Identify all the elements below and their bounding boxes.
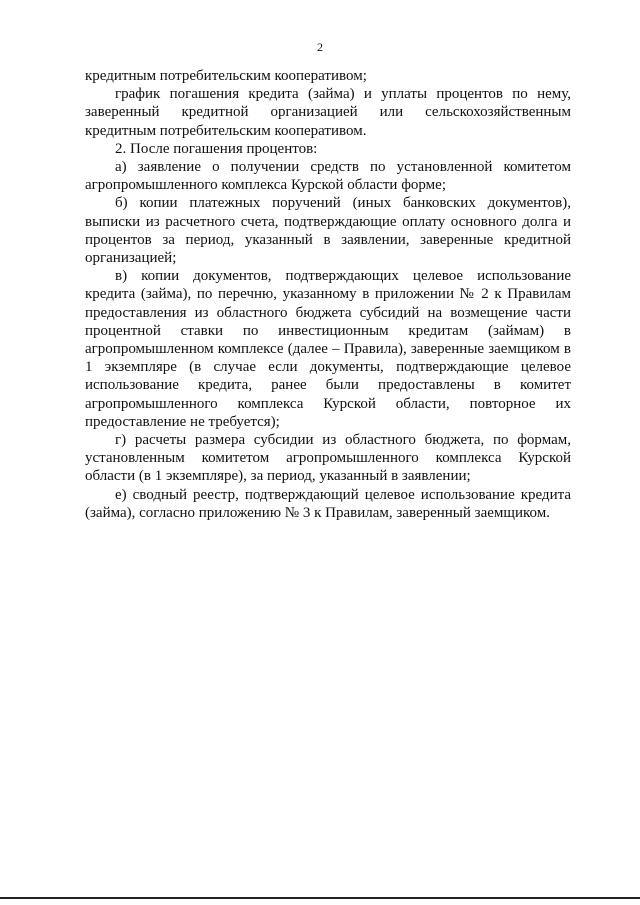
paragraph-section-2-heading: 2. После погашения процентов: [115, 140, 318, 157]
paragraph-repayment-schedule: график погашения кредита (займа) и уплаты процентов по нему, заверенный кредитной организацией или сельскохозяйственным кредитным потребительским кооперативом. [85, 86, 571, 139]
paragraph-item-e: е) сводный реестр, подтверждающий целевое использование кредита (займа), согласно приложению № 3 к Правилам, заверенный заемщиком. [85, 486, 571, 521]
paragraph-item-a: а) заявление о получении средств по установленной комитетом агропромышленного комплекса Курской области форме; [85, 159, 571, 194]
paragraph-continuation: кредитным потребительским кооперативом; [85, 68, 367, 84]
paragraph-item-g: г) расчеты размера субсидии из областного бюджета, по формам, установленным комитетом агропромышленного комплекса Курской области (в 1 экземпляре), за период, указанный в заявлении; [85, 432, 571, 485]
paragraph-item-b: б) копии платежных поручений (иных банковских документов), выписки из расчетного счета, подтверждающие оплату основного долга и процентов за период, указанный в заявлении, заверенные кредитной организацией; [85, 195, 571, 267]
page-number: 2 [317, 40, 323, 54]
document-body [85, 67, 571, 522]
paragraph-item-v: в) копии документов, подтверждающих целевое использование кредита (займа), по перечню, указанному в приложении № 2 к Правилам предоставления из областного бюджета субсидий на возмещение части процентной ставки по инвестиционным кредитам (займам) в агропромышленном комплексе (далее – Правила), заверенные заемщиком в 1 экземпляре (в случае если документы, подтверждающие целевое использование кредита, ранее были предоставлены в комитет агропромышленного комплекса Курской области, повторное их предоставление не требуется); [85, 268, 571, 430]
bottom-scan-edge [0, 897, 640, 899]
